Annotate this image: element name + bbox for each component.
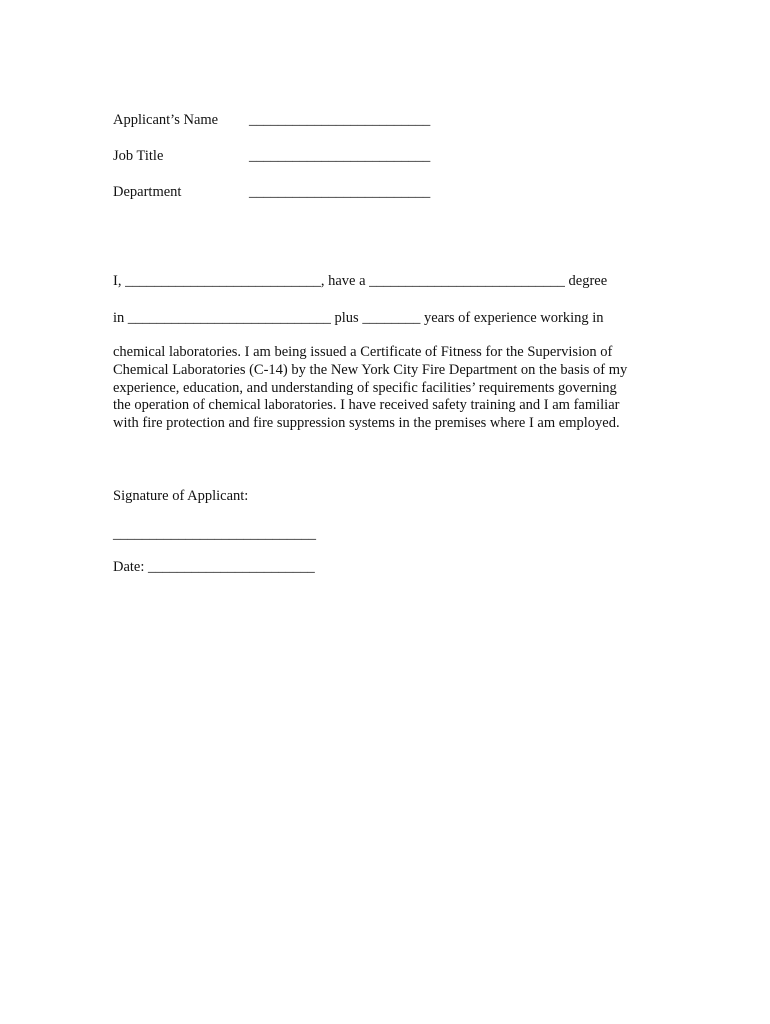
signature-field[interactable]: ____________________________ [113, 526, 316, 542]
job-title-label: Job Title [113, 148, 164, 164]
paragraph-line: chemical laboratories. I am being issued a Certificate of Fitness for the Supervision of [113, 344, 613, 360]
statement-line-name-degree[interactable]: I, ___________________________, have a ___________________________ degree [113, 273, 608, 289]
applicant-name-label: Applicant’s Name [113, 112, 219, 128]
statement-paragraph [113, 344, 673, 433]
paragraph-line: with fire protection and fire suppression systems in the premises where I am employed. [113, 415, 620, 432]
applicant-name-field[interactable]: _________________________ [249, 112, 431, 128]
statement-line-field-years[interactable]: in ____________________________ plus ________ years of experience working in [113, 310, 604, 326]
signature-label: Signature of Applicant: [113, 488, 249, 504]
date-field[interactable]: Date: _______________________ [113, 559, 315, 575]
paragraph-line: Chemical Laboratories (C-14) by the New York City Fire Department on the basis of my [113, 361, 628, 378]
paragraph-line: experience, education, and understanding of specific facilities’ requirements governing [113, 379, 617, 396]
department-label: Department [113, 184, 182, 200]
paragraph-line: the operation of chemical laboratories. I have received safety training and I am familiar [113, 397, 620, 414]
job-title-field[interactable]: _________________________ [249, 148, 431, 164]
department-field[interactable]: _________________________ [249, 184, 431, 200]
